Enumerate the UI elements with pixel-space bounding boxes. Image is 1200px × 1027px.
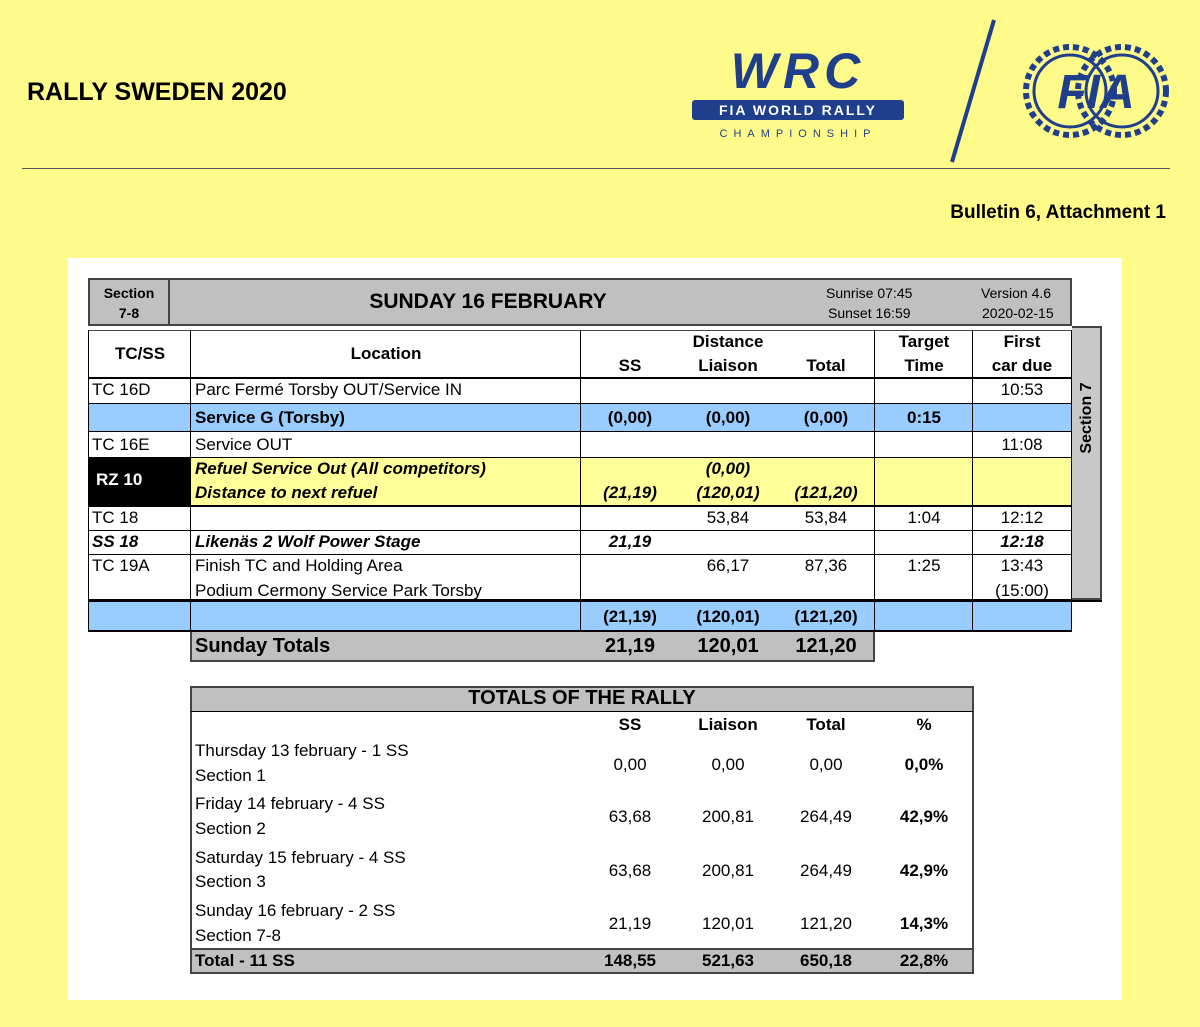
rally-tot-1: 0,00 bbox=[809, 755, 843, 774]
rally-pct-2: 42,9% bbox=[899, 807, 949, 826]
rally-section-2: Section 2 bbox=[195, 819, 266, 838]
tot-19a: 87,36 bbox=[804, 556, 848, 575]
fia-logo bbox=[1018, 36, 1170, 146]
sunday-totals-li: 120,01 bbox=[697, 635, 759, 657]
rally-ss-1: 0,00 bbox=[613, 755, 647, 774]
li-tc18: 53,84 bbox=[706, 508, 750, 527]
rally-section-3: Section 3 bbox=[195, 872, 266, 891]
loc-refuel-1: Refuel Service Out (All competitors) bbox=[195, 459, 486, 478]
rally-total-ss: 148,55 bbox=[604, 951, 656, 970]
tot-refuel-2: (121,20) bbox=[794, 483, 858, 502]
wrc-letters: WRC bbox=[730, 43, 866, 99]
col-distance: Distance bbox=[692, 332, 764, 351]
loc-refuel-2: Distance to next refuel bbox=[195, 483, 378, 502]
rally-total-label: Total - 11 SS bbox=[195, 951, 295, 970]
li-service-g: (0,00) bbox=[705, 408, 751, 427]
rally-day-3: Saturday 15 february - 4 SS bbox=[195, 848, 406, 867]
col-ss: SS bbox=[618, 356, 642, 375]
li-19a: 66,17 bbox=[706, 556, 750, 575]
rally-tot-4: 121,20 bbox=[800, 914, 852, 933]
rally-totals-title: TOTALS OF THE RALLY bbox=[468, 687, 696, 709]
rally-tot-3: 264,49 bbox=[800, 861, 852, 880]
rally-col-total: Total bbox=[806, 715, 846, 734]
rally-day-2: Friday 14 february - 4 SS bbox=[195, 794, 385, 813]
fc-tc18: 12:12 bbox=[1000, 508, 1044, 527]
loc-19a-2: Podium Cermony Service Park Torsby bbox=[195, 581, 482, 600]
rally-pct-4: 14,3% bbox=[899, 914, 949, 933]
ss-service-g: (0,00) bbox=[607, 408, 653, 427]
rally-total-tot: 650,18 bbox=[800, 951, 852, 970]
loc-16e: Service OUT bbox=[195, 435, 293, 454]
li-refuel-2: (120,01) bbox=[696, 483, 760, 502]
wrc-line1: FIA WORLD RALLY bbox=[718, 102, 878, 118]
section-label: Section bbox=[103, 285, 155, 301]
col-first-1: First bbox=[1003, 332, 1041, 351]
subtotal-tot: (121,20) bbox=[794, 607, 858, 626]
rally-ss-4: 21,19 bbox=[608, 914, 652, 933]
sunday-totals-label: Sunday Totals bbox=[195, 635, 331, 657]
rally-li-4: 120,01 bbox=[702, 914, 754, 933]
rally-ss-3: 63,68 bbox=[608, 861, 652, 880]
tot-tc18: 53,84 bbox=[804, 508, 848, 527]
sunday-totals-tot: 121,20 bbox=[795, 635, 857, 657]
loc-19a-1: Finish TC and Holding Area bbox=[195, 556, 403, 575]
tc-19a: TC 19A bbox=[92, 556, 150, 575]
loc-service-g: Service G (Torsby) bbox=[195, 408, 345, 427]
version-date: 2020-02-15 bbox=[982, 305, 1054, 321]
sunrise: Sunrise 07:45 bbox=[826, 285, 913, 301]
day-title: SUNDAY 16 FEBRUARY bbox=[369, 290, 607, 313]
tc-18: TC 18 bbox=[92, 508, 139, 527]
rally-li-1: 0,00 bbox=[711, 755, 745, 774]
rally-total-pct: 22,8% bbox=[899, 951, 949, 970]
version: Version 4.6 bbox=[981, 285, 1052, 301]
rally-pct-1: 0,0% bbox=[904, 755, 944, 774]
subtotal-li: (120,01) bbox=[696, 607, 760, 626]
fc-ss18: 12:18 bbox=[1000, 532, 1044, 551]
fia-letters: FIA bbox=[1057, 66, 1135, 119]
tc-16d: TC 16D bbox=[92, 380, 151, 399]
fc-16e: 11:08 bbox=[1001, 435, 1043, 454]
col-target-2: Time bbox=[904, 356, 944, 375]
rally-ss-2: 63,68 bbox=[608, 807, 652, 826]
tt-tc18: 1:04 bbox=[907, 508, 941, 527]
loc-ss18: Likenäs 2 Wolf Power Stage bbox=[195, 532, 421, 551]
ss-ss18: 21,19 bbox=[608, 532, 652, 551]
sunday-totals-ss: 21,19 bbox=[604, 635, 656, 657]
rally-col-liaison: Liaison bbox=[698, 715, 758, 734]
tt-service-g: 0:15 bbox=[906, 408, 942, 427]
tot-service-g: (0,00) bbox=[803, 408, 849, 427]
bulletin-label: Bulletin 6, Attachment 1 bbox=[950, 202, 1166, 223]
wrc-logo bbox=[686, 40, 910, 140]
fc-19a-2: (15:00) bbox=[995, 581, 1049, 600]
section-value: 7-8 bbox=[118, 305, 140, 321]
rally-li-3: 200,81 bbox=[702, 861, 754, 880]
tc-ss18: SS 18 bbox=[92, 532, 139, 551]
fc-16d: 10:53 bbox=[1000, 380, 1044, 399]
sunset: Sunset 16:59 bbox=[828, 305, 911, 321]
col-liaison: Liaison bbox=[698, 356, 758, 375]
tc-16e: TC 16E bbox=[92, 435, 150, 454]
section-side-bar bbox=[1072, 326, 1102, 600]
rally-pct-3: 42,9% bbox=[899, 861, 949, 880]
rally-li-2: 200,81 bbox=[702, 807, 754, 826]
rally-section-1: Section 1 bbox=[195, 766, 266, 785]
section-side-label: Section 7 bbox=[1078, 382, 1095, 454]
col-total: Total bbox=[806, 356, 846, 375]
subtotal-ss: (21,19) bbox=[603, 607, 657, 626]
logo-divider bbox=[944, 18, 1000, 164]
rally-day-4: Sunday 16 february - 2 SS bbox=[195, 901, 396, 920]
wrc-line2: CHAMPIONSHIP bbox=[719, 128, 877, 140]
rally-col-ss: SS bbox=[618, 715, 642, 734]
document-sheet bbox=[68, 258, 1122, 1000]
page-title: RALLY SWEDEN 2020 bbox=[27, 78, 287, 106]
rally-tot-2: 264,49 bbox=[800, 807, 852, 826]
loc-16d: Parc Fermé Torsby OUT/Service IN bbox=[195, 380, 463, 399]
rally-col-pct: % bbox=[916, 715, 932, 734]
col-location: Location bbox=[350, 344, 422, 363]
rally-total-li: 521,63 bbox=[702, 951, 754, 970]
ss-refuel-2: (21,19) bbox=[603, 483, 657, 502]
col-tcss: TC/SS bbox=[114, 344, 166, 363]
col-first-2: car due bbox=[991, 356, 1053, 375]
rally-section-4: Section 7-8 bbox=[195, 926, 281, 945]
tc-rz10: RZ 10 bbox=[96, 470, 143, 489]
col-target-1: Target bbox=[898, 332, 950, 351]
fc-19a-1: 13:43 bbox=[1000, 556, 1044, 575]
li-refuel-1: (0,00) bbox=[705, 459, 751, 478]
header-divider bbox=[22, 168, 1170, 169]
rally-day-1: Thursday 13 february - 1 SS bbox=[195, 741, 409, 760]
tt-19a: 1:25 bbox=[907, 556, 941, 575]
